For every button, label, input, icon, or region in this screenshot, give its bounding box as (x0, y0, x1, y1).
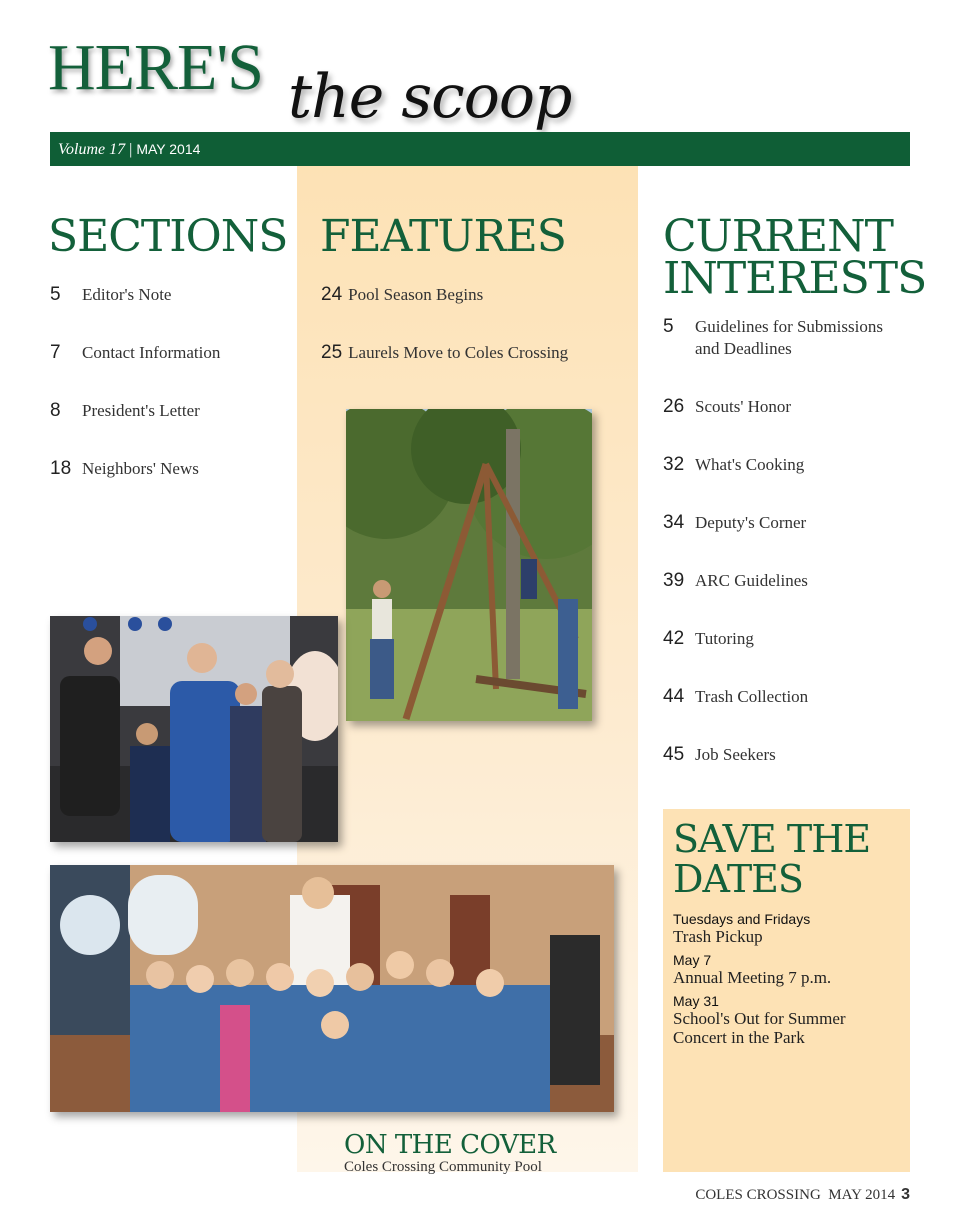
save-the-dates-title (673, 819, 900, 899)
save-date-event: Concert in the Park (673, 1028, 805, 1047)
save-date-event: Trash Pickup (673, 927, 763, 946)
save-date-event: School's Out for Summer (673, 1009, 846, 1028)
sections-heading: SECTIONS (48, 211, 288, 262)
on-the-cover-caption: Coles Crossing Community Pool (344, 1159, 542, 1175)
page-number: 32 (663, 454, 685, 475)
toc-item-guidelines[interactable] (663, 316, 913, 360)
save-date-entry (673, 952, 900, 987)
photo-astronaut-visit (50, 616, 338, 842)
toc-label: Pool Season Begins (348, 285, 484, 304)
title-line: DATES (673, 857, 803, 901)
page-number: 5 (663, 316, 674, 337)
save-date-label: May 31 (673, 993, 719, 1009)
issue-month: MAY 2014 (136, 141, 201, 157)
title-line: SAVE THE (673, 817, 871, 861)
toc-item-editors-note[interactable] (50, 284, 171, 306)
page-number: 45 (663, 744, 685, 765)
toc-label: Contact Information (82, 343, 221, 362)
toc-item-trash-collection[interactable] (663, 686, 913, 708)
footer-text: COLES CROSSING MAY 2014 (695, 1187, 896, 1203)
toc-item-deputys-corner[interactable] (663, 512, 913, 534)
page-number-footer: 3 (901, 1186, 910, 1203)
page-footer (695, 1186, 910, 1204)
issue-bar (50, 132, 910, 166)
toc-label: Trash Collection (695, 687, 809, 706)
heading-line: INTERESTS (663, 253, 927, 304)
page-number: 44 (663, 686, 685, 707)
save-date-label: May 7 (673, 952, 712, 968)
page-number: 24 (321, 284, 343, 305)
page-number: 42 (663, 628, 685, 649)
save-date-entry (673, 911, 900, 946)
toc-label: President's Letter (82, 401, 200, 420)
save-date-event: Annual Meeting 7 p.m. (673, 968, 832, 987)
toc-item-job-seekers[interactable] (663, 744, 913, 766)
toc-item-laurels-move[interactable] (321, 342, 568, 364)
photo-girl-scouts-cover (50, 865, 614, 1112)
save-the-dates-box (663, 809, 910, 1172)
page-number: 7 (50, 342, 61, 363)
toc-label: Neighbors' News (82, 459, 199, 478)
toc-label: Deputy's Corner (695, 513, 807, 532)
page-number: 39 (663, 570, 685, 591)
page-number: 25 (321, 342, 343, 363)
toc-item-whats-cooking[interactable] (663, 454, 913, 476)
save-date-entry (673, 993, 900, 1047)
toc-label: Guidelines for Submissions and Deadlines (695, 317, 883, 358)
toc-label: Editor's Note (82, 285, 172, 304)
page-number: 8 (50, 400, 61, 421)
toc-label: Job Seekers (695, 745, 776, 764)
masthead-script: the scoop (288, 62, 572, 132)
save-date-label: Tuesdays and Fridays (673, 911, 811, 927)
toc-item-scouts-honor[interactable] (663, 396, 913, 418)
page-number: 18 (50, 458, 72, 479)
toc-item-tutoring[interactable] (663, 628, 913, 650)
toc-label: Tutoring (695, 629, 754, 648)
features-heading: FEATURES (320, 211, 566, 262)
masthead-title: HERE'S (48, 31, 263, 104)
toc-item-contact-information[interactable] (50, 342, 220, 364)
toc-item-neighbors-news[interactable] (50, 458, 199, 480)
toc-label: Laurels Move to Coles Crossing (348, 343, 569, 362)
on-the-cover-title: ON THE COVER (344, 1130, 556, 1160)
issue-separator: | (129, 141, 133, 158)
page-number: 34 (663, 512, 685, 533)
toc-label: Scouts' Honor (695, 397, 792, 416)
issue-volume: Volume 17 (58, 141, 126, 158)
save-dates-list (673, 911, 900, 1047)
toc-item-arc-guidelines[interactable] (663, 570, 913, 592)
page-number: 26 (663, 396, 685, 417)
toc-label: ARC Guidelines (695, 571, 808, 590)
toc-item-presidents-letter[interactable] (50, 400, 200, 422)
page-number: 5 (50, 284, 61, 305)
toc-label: What's Cooking (695, 455, 805, 474)
heading-line: CURRENT (663, 211, 893, 262)
current-interests-heading (663, 211, 927, 304)
photo-scouts-swing (346, 409, 592, 721)
toc-item-pool-season[interactable] (321, 284, 483, 306)
